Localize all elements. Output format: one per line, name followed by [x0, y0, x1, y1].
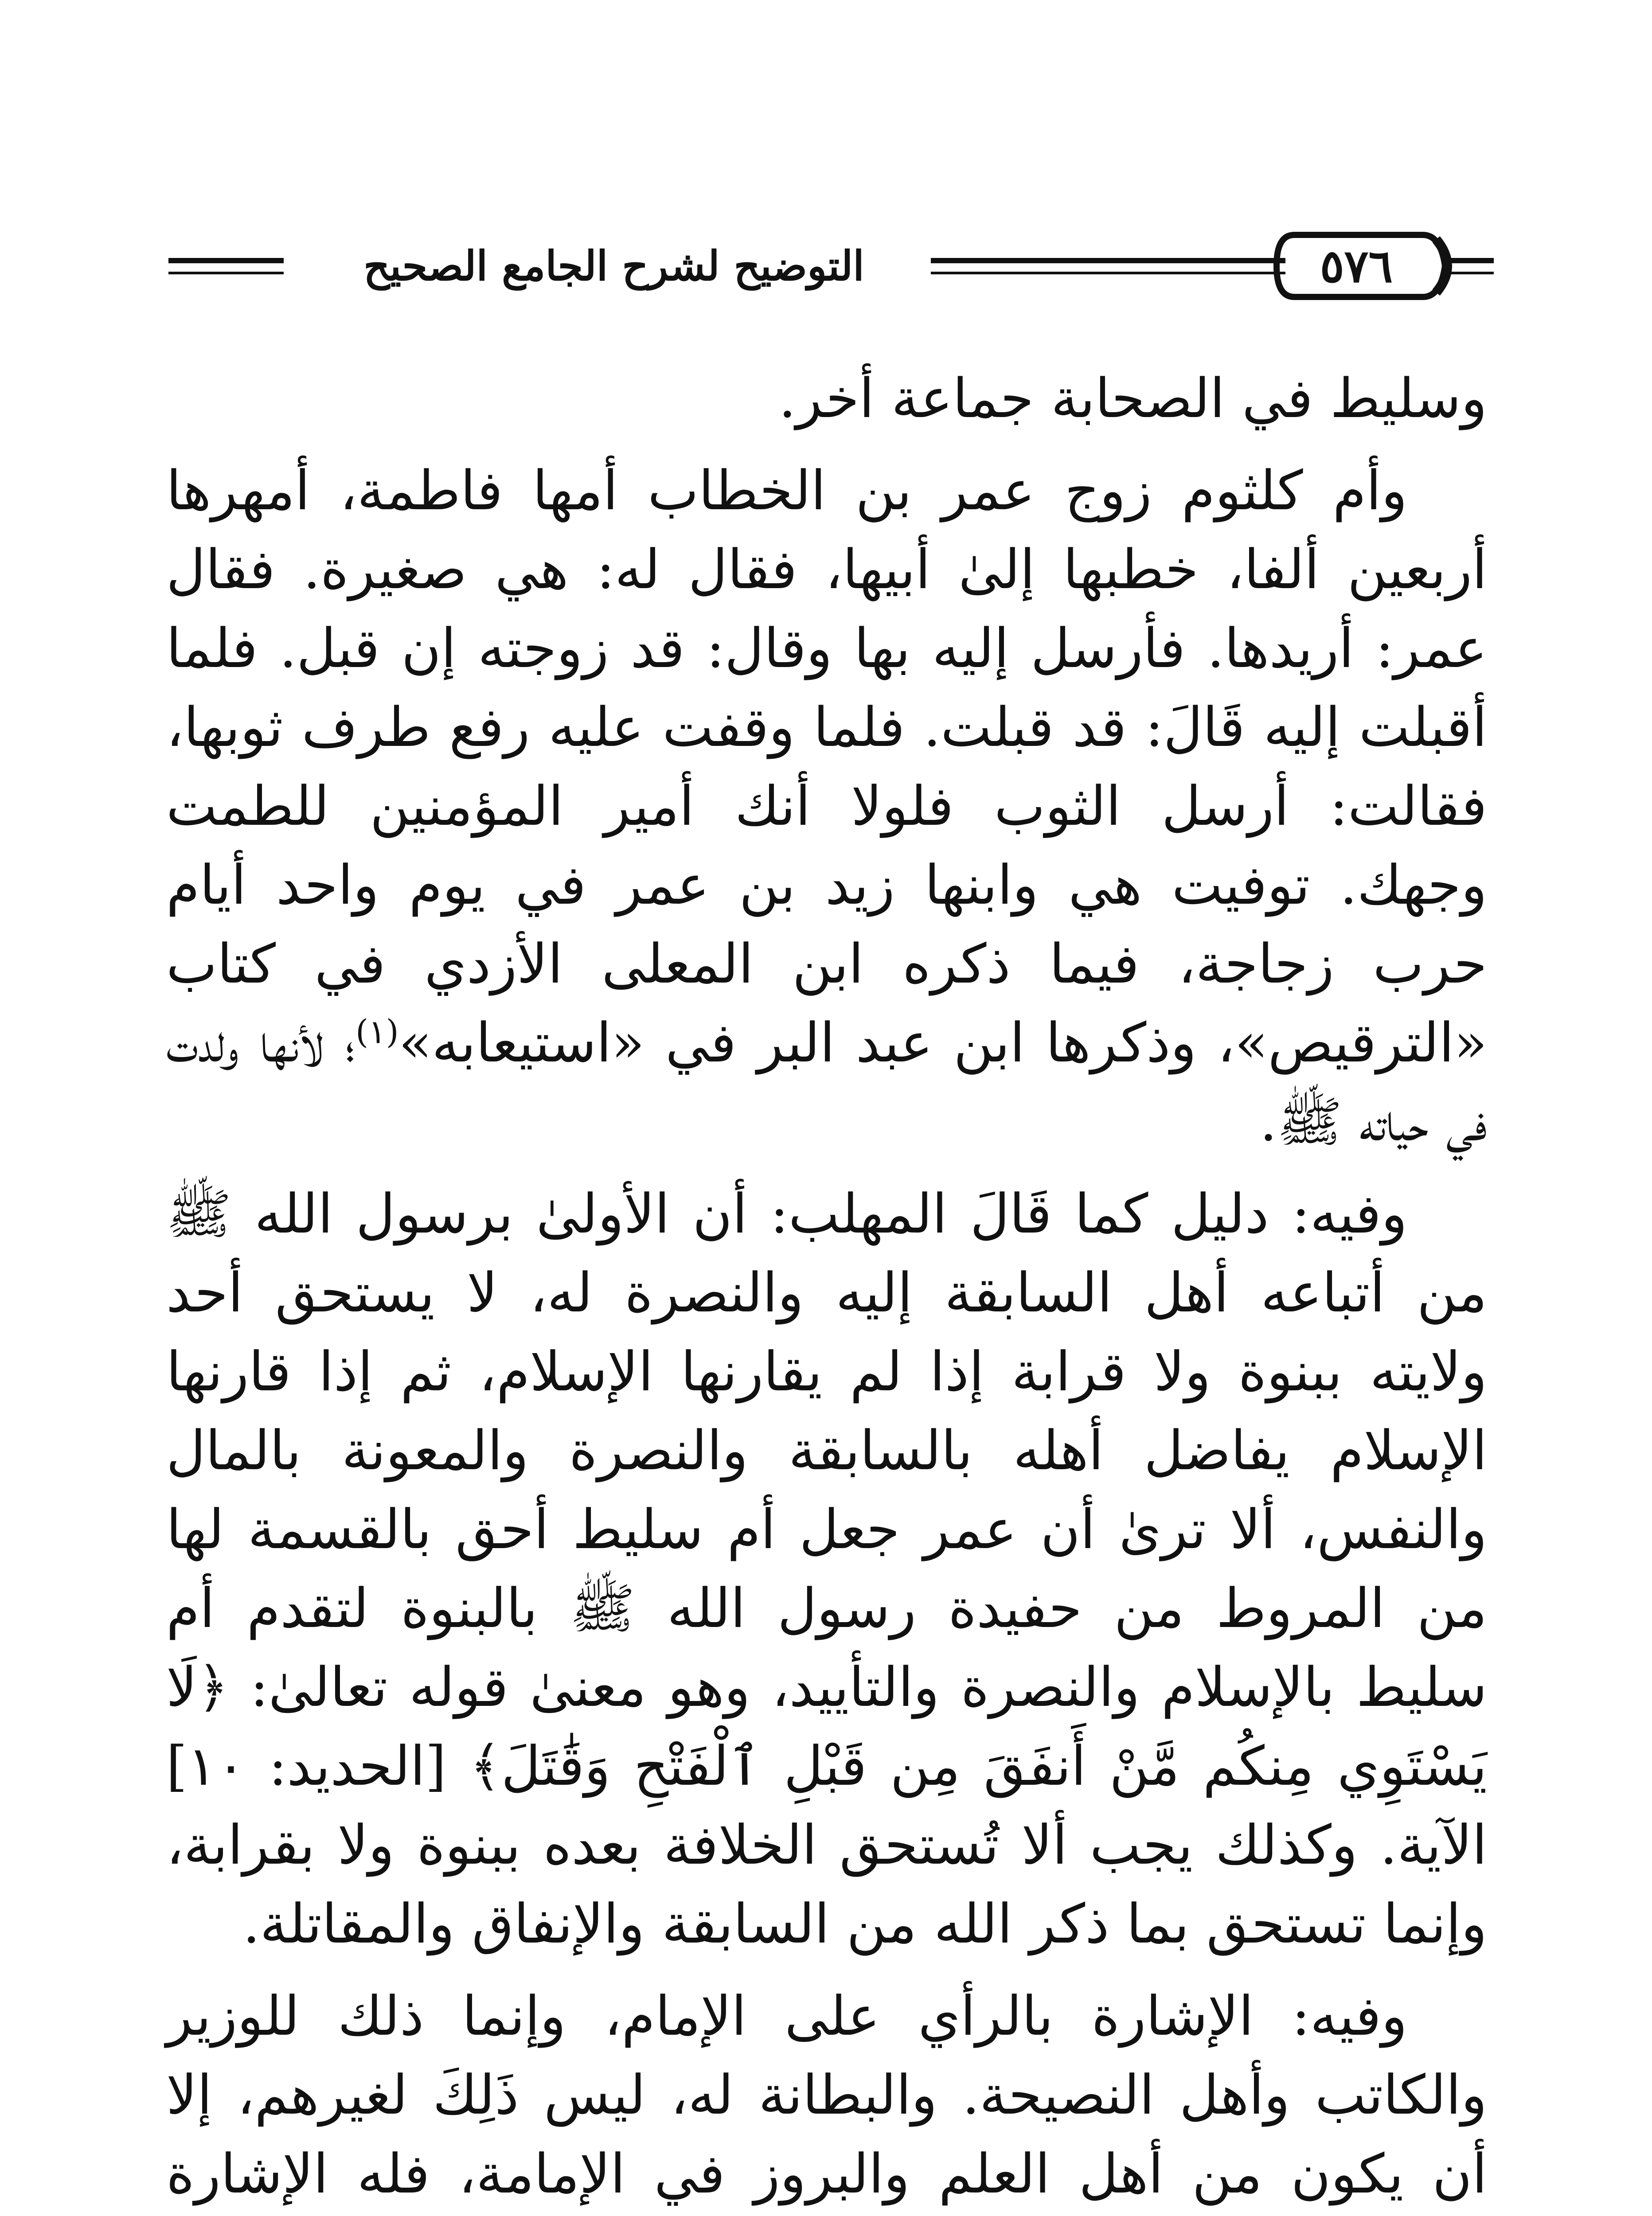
body-text — [166, 359, 1487, 2216]
paragraph-2 — [166, 451, 1487, 1161]
paragraph-1 — [166, 359, 1487, 438]
running-header — [160, 222, 1498, 310]
paragraph-text: وسليط في الصحابة جماعة أخر. — [778, 367, 1487, 430]
paragraph-3 — [166, 1174, 1487, 1963]
running-title: التوضيح لشرح الجامع الصحيح — [315, 239, 913, 293]
footnote-ref-1: (١) — [355, 1013, 399, 1051]
page-number: ٥٧٦ — [1320, 240, 1393, 293]
paragraph-text: وفيه: دليل كما قَالَ المهلب: أن الأولىٰ برسول الله ﷺ من أتباعه أهل السابقة إليه والنصرة له، لا يستحق أحد ولايته ببنوة ولا قرابة إذا لم يقارنها الإسلام، ثم إذا قارنها الإسلام يفاضل أهله بالسابقة والنصرة والمعونة بالمال والنفس، ألا ترىٰ أن عمر جعل أم سليط أحق بالقسمة لها من المروط من حفيدة رسول الله ﷺ بالبنوة لتقدم أم سليط بالإسلام والنصرة والتأييد، وهو معنىٰ قوله تعالىٰ: ﴿لَا يَسْتَوِي مِنكُم مَّنْ أَنفَقَ مِن قَبْلِ ٱلْفَتْحِ وَقَٰتَلَ﴾ [الحديد: ١٠] الآية. وكذلك يجب ألا تُستحق الخلافة بعده ببنوة ولا بقرابة، وإنما تستحق بما ذكر الله من السابقة والإنفاق والمقاتلة. — [166, 1182, 1487, 1955]
paragraph-4 — [166, 1977, 1487, 2216]
paragraph-text-tail: ؛ لأنها ولدت في حياته ﷺ. — [166, 1011, 1487, 1153]
paragraph-text: وأم كلثوم زوج عمر بن الخطاب أمها فاطمة، أمهرها أربعين ألفا، خطبها إلىٰ أبيها، فقال له: هي صغيرة. فقال عمر: أريدها. فأرسل إليه بها وقال: قد زوجته إن قبل. فلما أقبلت إليه قَالَ: قد قبلت. فلما وقفت عليه رفع طرف ثوبها، فقالت: أرسل الثوب فلولا أنك أمير المؤمنين للطمت وجهك. توفيت هي وابنها زيد بن عمر في يوم واحد أيام حرب زجاجة، فيما ذكره ابن المعلى الأزدي في كتاب «الترقيص»، وذكرها ابن عبد البر في «استيعابه» — [166, 459, 1487, 1074]
paragraph-text: وفيه: الإشارة بالرأي على الإمام، وإنما ذلك للوزير والكاتب وأهل النصيحة. والبطانة له، ليس ذَلِكَ لغيرهم، إلا أن يكون من أهل العلم والبروز في الإمامة، فله الإشارة — [166, 1985, 1487, 2205]
